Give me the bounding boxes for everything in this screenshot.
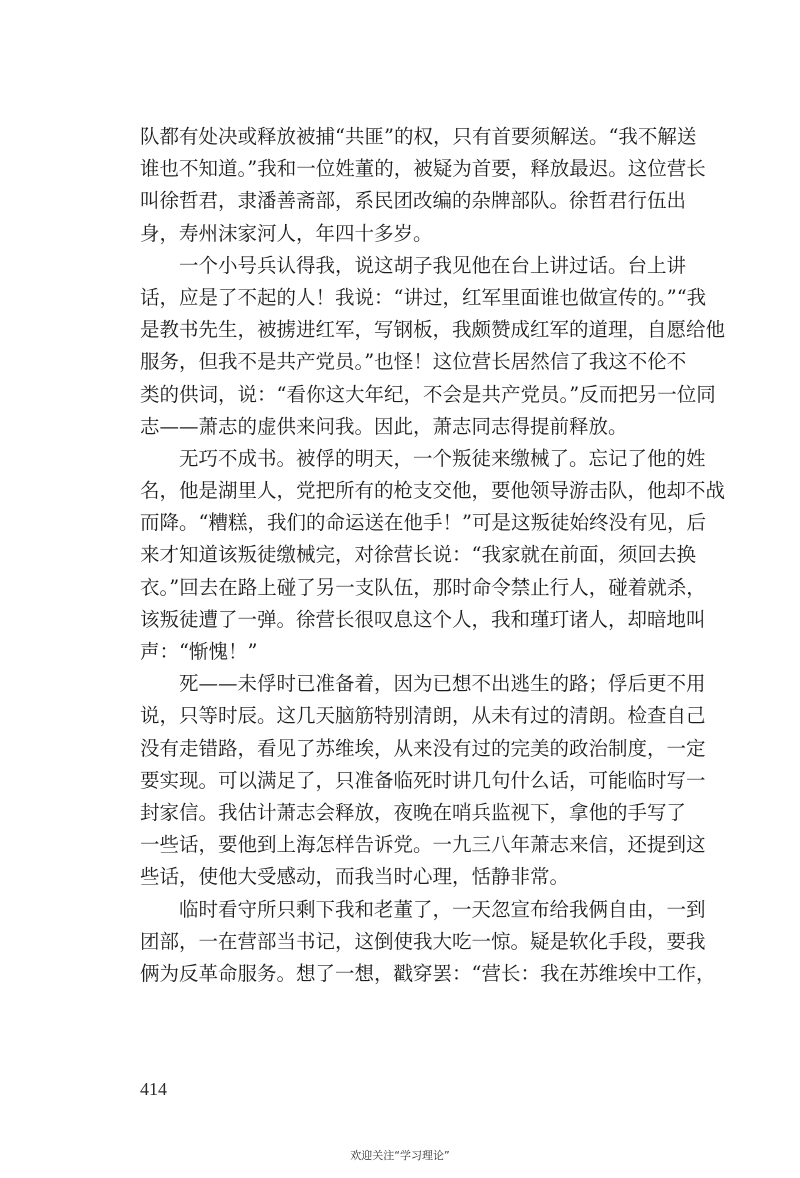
text-line: 说，只等时辰。这几天脑筋特别清朗，从未有过的清朗。检查自己: [140, 704, 706, 728]
text-line: 服务，但我不是共产党员。”也怪！这位营长居然信了我这不伦不: [140, 350, 687, 374]
text-line: 死——未俘时已准备着，因为已想不出逃生的路；俘后更不用: [179, 672, 706, 696]
text-line: 无巧不成书。被俘的明天，一个叛徒来缴械了。忘记了他的姓: [179, 446, 706, 470]
text-line: 谁也不知道。”我和一位姓董的，被疑为首要，释放最迟。这位营长: [140, 157, 706, 181]
text-line: 叫徐哲君，隶潘善斋部，系民团改编的杂牌部队。徐哲君行伍出: [140, 189, 687, 213]
text-line: 该叛徒遭了一弹。徐营长很叹息这个人，我和瑾玎诸人，却暗地叫: [140, 607, 706, 631]
text-line: 声：“惭愧！”: [140, 640, 258, 663]
text-line: 衣。”回去在路上碰了另一支队伍，那时命令禁止行人，碰着就杀，: [140, 575, 706, 599]
text-line: 话，应是了不起的人！我说：“讲过，红军里面谁也做宣传的。”“我: [140, 285, 707, 309]
text-line: 志——萧志的虚供来问我。因此，萧志同志得提前释放。: [140, 414, 628, 438]
text-line: 封家信。我估计萧志会释放，夜晚在哨兵监视下，拿他的手写了: [140, 800, 687, 824]
text-line: 队都有处决或释放被捕“共匪”的权，只有首要须解送。“我不解送: [140, 125, 697, 148]
body-text: [140, 121, 726, 990]
text-line: 一些话，要他到上海怎样告诉党。一九三八年萧志来信，还提到这: [140, 833, 706, 857]
text-line: 是教书先生，被掳进红军，写钢板，我颇赞成红军的道理，自愿给他: [140, 318, 726, 342]
text-line: 没有走错路，看见了苏维埃，从来没有过的完美的政治制度，一定: [140, 736, 706, 760]
text-line: 些话，使他大受感动，而我当时心理，恬静非常。: [140, 865, 570, 889]
footer-note: 欢迎关注“学习理论”: [350, 1149, 450, 1162]
text-line: 名，他是湖里人，党把所有的枪支交他，要他领导游击队，他却不战: [140, 479, 726, 503]
text-line: 而降。“糟糕，我们的命运送在他手！”可是这叛徒始终没有见，后: [140, 511, 706, 535]
page-number: 414: [140, 1079, 167, 1099]
text-line: 类的供词，说：“看你这大年纪，不会是共产党员。”反而把另一位同: [140, 382, 716, 406]
text-line: 身，寿州沫家河人，年四十多岁。: [140, 221, 433, 245]
text-line: 俩为反革命服务。想了一想，戳穿罢：“营长：我在苏维埃中工作，: [140, 961, 716, 985]
text-line: 临时看守所只剩下我和老董了，一天忽宣布给我俩自由，一到: [179, 897, 706, 921]
text-line: 要实现。可以满足了，只准备临死时讲几句什么话，可能临时写一: [140, 768, 706, 792]
text-line: 来才知道该叛徒缴械完，对徐营长说：“我家就在前面，须回去换: [140, 543, 696, 567]
text-line: 团部，一在营部当书记，这倒使我大吃一惊。疑是软化手段，要我: [140, 929, 706, 953]
text-line: 一个小号兵认得我，说这胡子我见他在台上讲过话。台上讲: [179, 253, 687, 277]
